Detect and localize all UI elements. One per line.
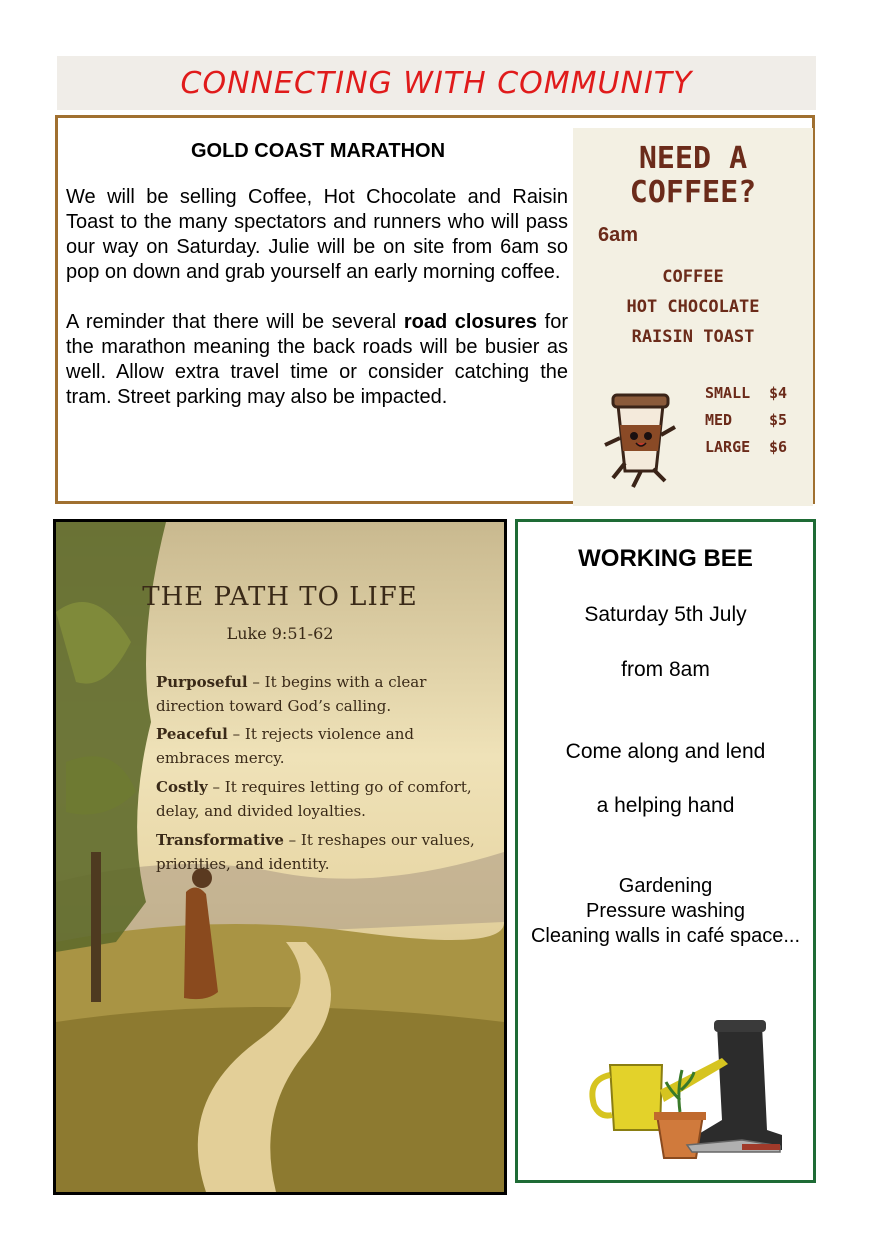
price-size: LARGE: [705, 438, 751, 456]
working-bee-invite-1: Come along and lend: [565, 740, 766, 763]
price-row: [705, 407, 787, 434]
path-point-text: – It requires letting go of comfort, delay, and divided loyalties.: [156, 778, 472, 820]
task-item: Cleaning walls in café space...: [530, 925, 801, 947]
price-size: SMALL: [705, 384, 751, 402]
path-point-term: Transformative: [156, 831, 284, 849]
path-point-term: Purposeful: [156, 673, 248, 691]
marathon-text: [66, 185, 568, 435]
working-bee-invite-2: a helping hand: [596, 794, 735, 817]
path-point-term: Peaceful: [156, 725, 228, 743]
marathon-paragraph-1: We will be selling Coffee, Hot Chocolate and Raisin Toast to the many spectators and runners who will pass our way on Saturday. Julie will be on site from 6am so pop on down and grab yourself an early morning coffee.: [66, 186, 568, 283]
poster-title: THE PATH TO LIFE: [142, 582, 418, 612]
path-point: [156, 828, 476, 876]
banner-title: CONNECTING WITH COMMUNITY: [180, 65, 693, 101]
path-to-life-text: [56, 522, 504, 1192]
paragraph-2-lead: A reminder that there will be several: [66, 311, 404, 333]
coffee-heading-line-1: NEED A: [638, 141, 748, 176]
path-point: [156, 670, 476, 718]
coffee-menu: [573, 262, 813, 352]
price-value: $5: [769, 411, 788, 429]
working-bee-date: Saturday 5th July: [584, 603, 747, 626]
marathon-section: [55, 115, 815, 504]
path-point-text: – It reshapes our values, priorities, and identity.: [156, 831, 475, 873]
price-list: [705, 380, 787, 461]
paragraph-2-rest: for the marathon meaning the back roads will be busier as well. Allow extra travel time or consider catching the tram. Street parking may also be impacted.: [66, 311, 568, 408]
coffee-heading: [573, 142, 813, 210]
path-to-life-poster: [53, 519, 507, 1195]
scripture-reference: Luke 9:51-62: [226, 624, 334, 643]
path-point-term: Costly: [156, 778, 208, 796]
price-size: MED: [705, 411, 733, 429]
price-row: [705, 434, 787, 461]
task-item: Pressure washing: [586, 900, 745, 922]
menu-item: HOT CHOCOLATE: [626, 297, 760, 317]
garden-tools-icon: [582, 1020, 792, 1168]
path-point-text: – It rejects violence and embraces mercy.: [156, 725, 414, 767]
path-point: [156, 775, 476, 823]
coffee-time: 6am: [598, 224, 639, 246]
marathon-title: GOLD COAST MARATHON: [190, 140, 446, 162]
working-bee-title: WORKING BEE: [578, 545, 753, 572]
task-list: [518, 874, 813, 949]
marathon-paragraph-2: [66, 310, 568, 410]
menu-item: COFFEE: [662, 267, 724, 287]
working-bee-section: [515, 519, 816, 1183]
coffee-cup-mascot-icon: [593, 383, 688, 493]
price-value: $6: [769, 438, 788, 456]
path-point: [156, 722, 476, 770]
banner: [57, 56, 816, 110]
path-point-text: – It begins with a clear direction toward God’s calling.: [156, 673, 427, 715]
price-row: [705, 380, 787, 407]
menu-item: RAISIN TOAST: [631, 327, 755, 347]
price-value: $4: [769, 384, 788, 402]
coffee-card: [573, 128, 813, 506]
task-item: Gardening: [618, 875, 713, 897]
road-closures-emphasis: road closures: [403, 311, 538, 333]
working-bee-time: from 8am: [621, 658, 710, 681]
coffee-heading-line-2: COFFEE?: [629, 175, 757, 210]
